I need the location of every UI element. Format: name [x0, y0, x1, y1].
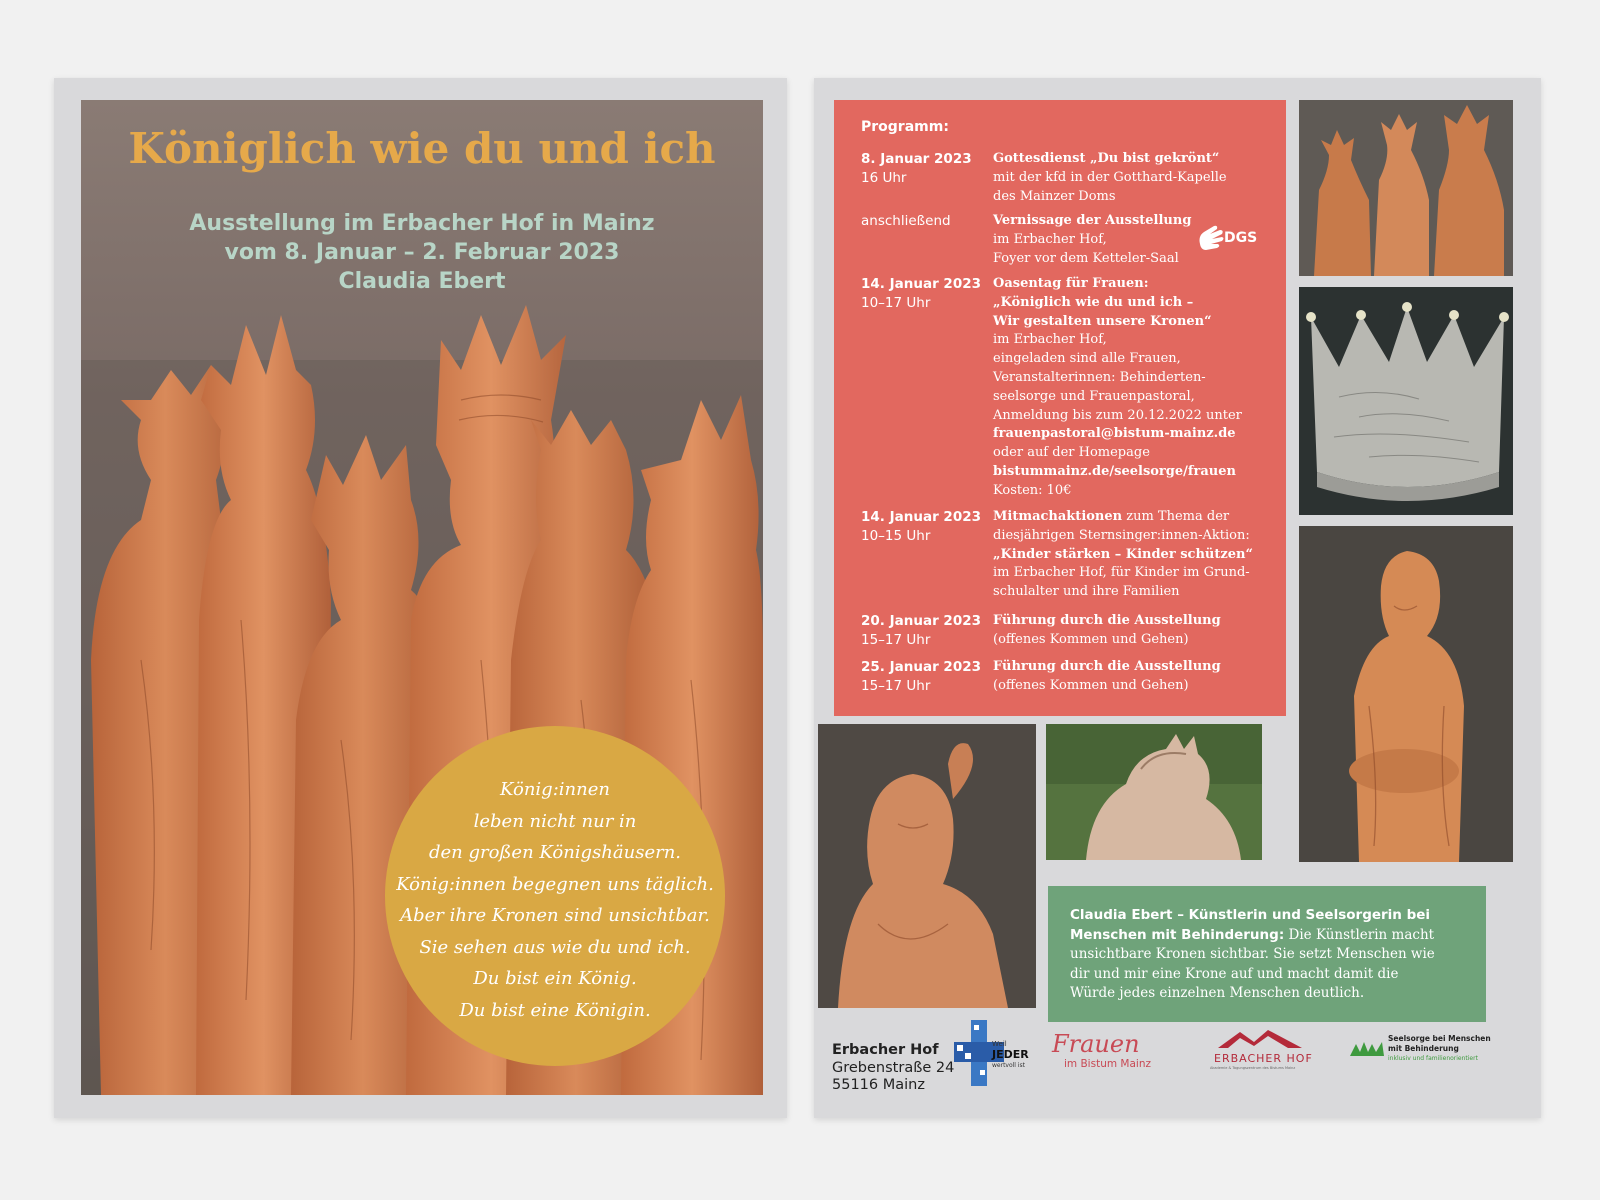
event-date-time	[861, 658, 991, 696]
event-line: Oasentag für Frauen:	[993, 276, 1149, 291]
event-line	[993, 508, 1269, 527]
photo-figure-with-bowl	[1299, 526, 1513, 862]
photo-figure-waving	[818, 724, 1036, 1008]
logo-erbacher-line2: Akademie & Tagungszentrum des Bistums Mainz	[1210, 1066, 1296, 1070]
front-title: Königlich wie du und ich	[128, 124, 716, 173]
quote-line: den großen Königshäusern.	[428, 842, 682, 863]
flyer-back	[814, 78, 1541, 1118]
address-name: Erbacher Hof	[832, 1042, 939, 1058]
program-heading: Programm:	[861, 119, 949, 135]
bio-line	[1070, 906, 1470, 926]
event-line: Gottesdienst „Du bist gekrönt“	[993, 151, 1220, 166]
erbacher-hof-roof-icon	[1218, 1028, 1302, 1050]
event-date: 20. Januar 2023	[861, 613, 982, 629]
front-subtitle-line-2: vom 8. Januar – 2. Februar 2023	[224, 240, 620, 265]
event-date: 8. Januar 2023	[861, 151, 972, 167]
logo-jeder-line1: Weil	[992, 1040, 1007, 1048]
event-line: im Erbacher Hof,	[993, 231, 1107, 247]
event-date: 25. Januar 2023	[861, 659, 982, 675]
event-line: bistummainz.de/seelsorge/frauen	[993, 463, 1236, 479]
event-line: eingeladen sind alle Frauen,	[993, 351, 1181, 367]
event-line: diesjährigen Sternsinger:innen-Aktion:	[993, 527, 1250, 543]
event-description	[993, 275, 1269, 501]
sign-language-icon	[1196, 222, 1226, 258]
quote-line: König:innen	[500, 779, 610, 800]
photo-crowned-figure	[1046, 724, 1262, 860]
logo-erbacher-hof	[1190, 1028, 1330, 1074]
bio-line-part: unsichtbare Kronen sichtbar. Sie setzt Menschen wie	[1070, 946, 1435, 962]
event-line: oder auf der Homepage	[993, 445, 1150, 461]
event-line: frauenpastoral@bistum-mainz.de	[993, 426, 1236, 442]
bio-line	[1070, 965, 1470, 985]
address-street: Grebenstraße 24	[832, 1059, 955, 1076]
event-time: 10–17 Uhr	[861, 294, 931, 311]
bio-line-part: Menschen mit Behinderung:	[1070, 926, 1285, 943]
event-time: 15–17 Uhr	[861, 631, 931, 648]
logo-erbacher-line1: ERBACHER HOF	[1214, 1052, 1313, 1065]
hands-icon	[1348, 1038, 1386, 1058]
logo-jeder-line3: wertvoll ist	[992, 1062, 1026, 1069]
event-date-time	[861, 508, 991, 546]
event-line: mit der kfd in der Gotthard-Kapelle	[993, 169, 1227, 185]
logo-seelsorge-line3: inklusiv und familienorientiert	[1388, 1055, 1478, 1062]
quote-line: Sie sehen aus wie du und ich.	[419, 936, 691, 958]
photo-crown	[1299, 287, 1513, 515]
quote-line: Du bist eine Königin.	[459, 999, 651, 1021]
event-date-time	[861, 612, 991, 650]
logo-frauen-im-bistum-mainz	[1052, 1030, 1182, 1076]
event-time: 10–15 Uhr	[861, 527, 931, 544]
event-description	[993, 508, 1269, 602]
logo-seelsorge-behinderung	[1348, 1034, 1498, 1074]
flyer-front	[54, 78, 787, 1118]
event-description	[993, 612, 1269, 650]
event-date-time	[861, 212, 991, 231]
event-date-time	[861, 150, 991, 188]
front-subtitle-line-1: Ausstellung im Erbacher Hof in Mainz	[189, 211, 655, 236]
quote-line: Aber ihre Kronen sind unsichtbar.	[400, 905, 710, 926]
event-line: im Erbacher Hof, für Kinder im Grund-	[993, 565, 1250, 581]
logo-frauen-line2: im Bistum Mainz	[1064, 1058, 1151, 1070]
event-line: „Königlich wie du und ich –	[993, 294, 1194, 310]
artist-bio-panel	[1048, 886, 1486, 1022]
logo-seelsorge-line2: mit Behinderung	[1388, 1044, 1459, 1053]
bio-line-part: Claudia Ebert – Künstlerin und Seelsorgerin bei	[1070, 907, 1431, 923]
event-time: 16 Uhr	[861, 169, 907, 186]
event-description	[993, 658, 1269, 696]
event-time: anschließend	[861, 213, 951, 229]
event-line: im Erbacher Hof,	[993, 332, 1107, 348]
event-line: (offenes Kommen und Gehen)	[993, 631, 1189, 647]
event-line: Kosten: 10€	[993, 482, 1072, 498]
photo-three-kings	[1299, 100, 1513, 276]
event-line: Anmeldung bis zum 20.12.2022 unter	[993, 407, 1242, 423]
address-block	[832, 1042, 954, 1095]
logo-frauen-line1: Frauen	[1052, 1030, 1140, 1058]
event-line: „Kinder stärken – Kinder schützen“	[993, 546, 1253, 562]
logo-weil-jeder-wertvoll-ist	[954, 1020, 1044, 1090]
event-line: (offenes Kommen und Gehen)	[993, 677, 1189, 693]
bio-line	[1070, 984, 1470, 1004]
quote-line: Du bist ein König.	[473, 968, 637, 989]
artist-bio-text	[1070, 906, 1470, 1004]
bio-line-part: dir und mir eine Krone auf und macht damit die	[1070, 965, 1399, 982]
address-city: 55116 Mainz	[832, 1077, 925, 1093]
event-line: Foyer vor dem Ketteler-Saal	[993, 250, 1179, 266]
dgs-badge	[1196, 222, 1262, 258]
quote-line: leben nicht nur in	[473, 810, 637, 832]
bio-line	[1070, 945, 1470, 965]
logo-seelsorge-line1: Seelsorge bei Menschen	[1388, 1034, 1491, 1043]
event-line: Veranstalterinnen: Behinderten-	[993, 369, 1206, 385]
event-line: Vernissage der Ausstellung	[993, 213, 1192, 228]
event-date: 14. Januar 2023	[861, 276, 982, 292]
event-line: seelsorge und Frauenpastoral,	[993, 388, 1195, 404]
front-subtitle-line-3: Claudia Ebert	[338, 269, 506, 294]
bio-line-part: Würde jedes einzelnen Menschen deutlich.	[1070, 985, 1365, 1001]
dgs-label: DGS	[1224, 230, 1258, 246]
event-line: Wir gestalten unsere Kronen“	[993, 313, 1212, 329]
event-description	[993, 150, 1269, 206]
bio-line-part: Die Künstlerin macht	[1284, 926, 1435, 943]
event-line: Führung durch die Ausstellung	[993, 659, 1221, 674]
event-line: schulalter und ihre Familien	[993, 584, 1180, 600]
program-panel	[834, 100, 1286, 716]
event-line: des Mainzer Doms	[993, 188, 1116, 204]
event-line-part: Mitmachaktionen	[993, 509, 1123, 524]
event-time: 15–17 Uhr	[861, 677, 931, 694]
event-date-time	[861, 275, 991, 313]
logo-jeder-line2: JEDER	[992, 1048, 1029, 1061]
bio-line	[1070, 926, 1470, 946]
event-line: Führung durch die Ausstellung	[993, 613, 1221, 628]
front-cover	[81, 100, 763, 1095]
quote-circle	[385, 726, 725, 1066]
quote-text	[385, 774, 725, 1026]
event-date: 14. Januar 2023	[861, 509, 982, 525]
event-line-part: zum Thema der	[1122, 509, 1230, 524]
quote-line: König:innen begegnen uns täglich.	[396, 873, 714, 895]
